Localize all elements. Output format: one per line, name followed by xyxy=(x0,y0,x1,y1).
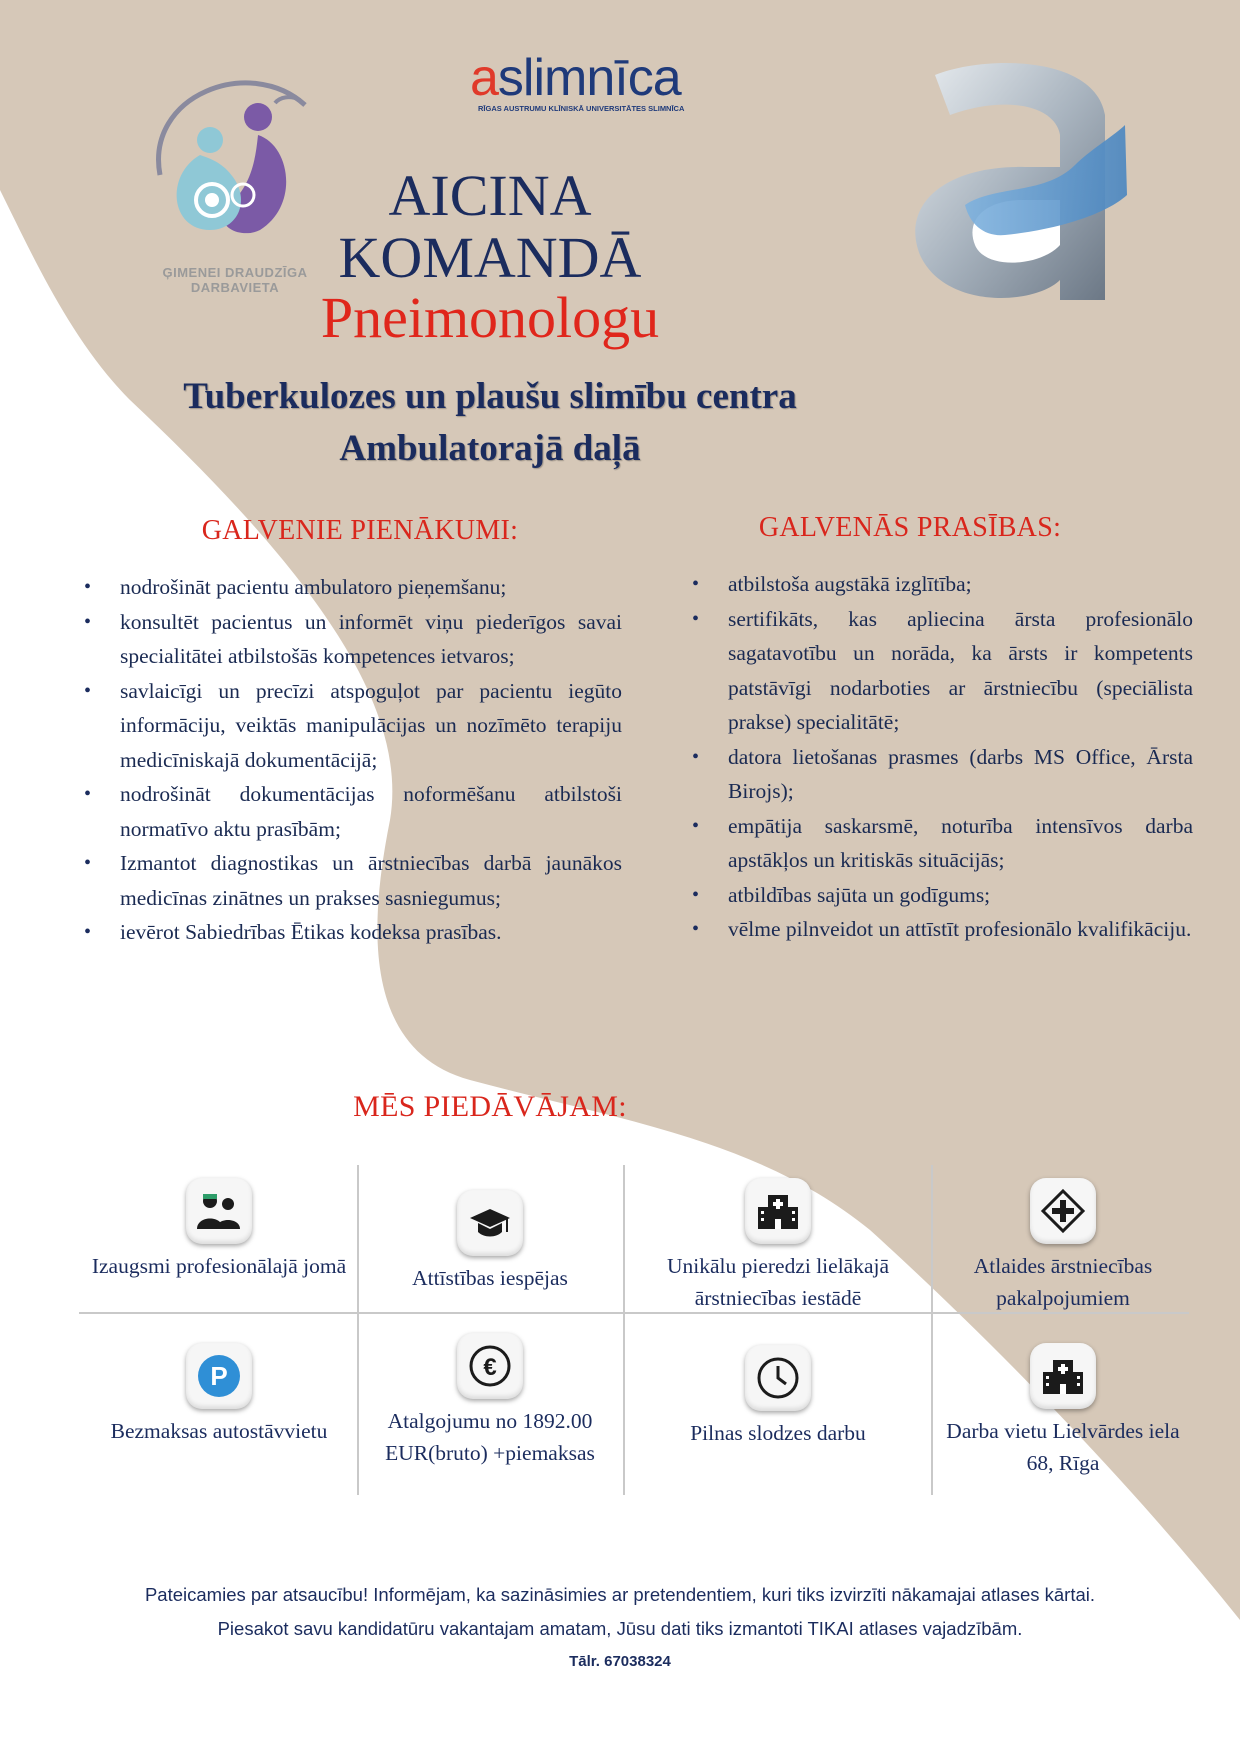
duties-heading: GALVENIE PIENĀKUMI: xyxy=(201,515,519,546)
offer-label: Pilnas slodzes darbu xyxy=(690,1421,866,1445)
offer-item-growth xyxy=(84,1178,354,1282)
offer-label: Bezmaksas autostāvvietu xyxy=(110,1419,328,1443)
graduation-cap-icon xyxy=(457,1190,523,1256)
offer-item-workplace xyxy=(934,1343,1192,1479)
position-title: Pneimonologu xyxy=(320,285,660,350)
duty-item: • ievērot Sabiedrības Ētikas kodeksa prasības. xyxy=(80,915,622,950)
offer-label: Atalgojumu no 1892.00 EUR(bruto) +piemaksas xyxy=(385,1409,595,1465)
duty-item: • savlaicīgi un precīzi atspoguļot par pacientu iegūto informāciju, veiktās manipulācijas un nozīmēto terapiju medicīniskajā dokumentācijā; xyxy=(80,674,622,778)
offer-item-salary xyxy=(357,1333,623,1469)
footer-thanks: Pateicamies par atsaucību! Informējam, ka sazināsimies ar pretendentiem, kuri tiks izvirzīti nākamajai atlases kārtai. xyxy=(144,1584,1096,1605)
hospital-building-icon xyxy=(1030,1343,1096,1409)
grid-divider xyxy=(931,1165,933,1495)
offer-item-experience xyxy=(639,1178,917,1314)
department-line-2: Ambulatorajā daļā xyxy=(339,428,641,469)
duty-item: • Izmantot diagnostikas un ārstniecības darbā jaunākos medicīnas zinātnes un prakses sasniegumus; xyxy=(80,846,622,915)
offer-item-development xyxy=(357,1190,623,1294)
euro-icon xyxy=(457,1333,523,1399)
requirement-item: • atbilstoša augstākā izglītība; xyxy=(688,567,1193,602)
department-line-1: Tuberkulozes un plaušu slimību centra xyxy=(183,376,797,417)
family-logo-caption: ĢIMENEI DRAUDZĪGA DARBAVIETA xyxy=(162,265,308,295)
hospital-logo-name: slimnīca xyxy=(497,49,681,107)
team-icon xyxy=(186,1178,252,1244)
svg-text:P: P xyxy=(210,1361,228,1391)
offer-label: Izaugsmi profesionālajā jomā xyxy=(91,1254,347,1278)
footer-phone: Tālr. 67038324 xyxy=(569,1653,671,1670)
duty-item: • konsultēt pacientus un informēt viņu piederīgos savai specialitātei atbilstošās kompetences ietvaros; xyxy=(80,605,622,674)
clock-icon xyxy=(745,1345,811,1411)
hospital-building-icon xyxy=(745,1178,811,1244)
offer-item-parking xyxy=(84,1343,354,1447)
parking-icon xyxy=(186,1343,252,1409)
requirements-list xyxy=(688,567,1193,947)
footer-privacy: Piesakot savu kandidatūru vakantajam amatam, Jūsu dati tiks izmantoti TIKAI atlases vajadzībām. xyxy=(217,1618,1023,1639)
requirement-item: • vēlme pilnveidot un attīstīt profesionālo kvalifikāciju. xyxy=(688,912,1193,947)
requirement-item: • empātija saskarsmē, noturība intensīvos darba apstākļos un kritiskās situācijās; xyxy=(688,809,1193,878)
offer-item-full-time xyxy=(639,1345,917,1449)
requirement-item: • atbildības sajūta un godīgums; xyxy=(688,878,1193,913)
hospital-logo xyxy=(470,49,710,113)
medical-cross-icon xyxy=(1030,1178,1096,1244)
grid-divider xyxy=(623,1165,625,1495)
offer-label: Darba vietu Lielvārdes iela 68, Rīga xyxy=(946,1419,1180,1475)
svg-text:€: € xyxy=(483,1354,497,1381)
offer-grid xyxy=(79,1165,1189,1495)
hospital-subtitle: RĪGAS AUSTRUMU KLĪNISKĀ UNIVERSITĀTES SLIMNĪCA xyxy=(478,104,685,113)
requirement-item: • sertifikāts, kas apliecina ārsta profesionālo sagatavotību un norāda, ka ārsts ir kompetents patstāvīgi nodarboties ar ārstniecību (speciālista prakse) specialitātē; xyxy=(688,602,1193,740)
offer-item-discounts xyxy=(934,1178,1192,1314)
requirements-heading: GALVENĀS PRASĪBAS: xyxy=(758,512,1062,543)
title-line-2: KOMANDĀ xyxy=(338,225,642,290)
duty-item: • nodrošināt pacientu ambulatoro pieņemšanu; xyxy=(80,570,622,605)
title-line-1: AICINA xyxy=(388,163,592,228)
offer-heading: MĒS PIEDĀVĀJAM: xyxy=(353,1090,627,1123)
hospital-logo-wordmark xyxy=(470,49,681,107)
requirement-item: • datora lietošanas prasmes (darbs MS Office, Ārsta Birojs); xyxy=(688,740,1193,809)
duties-list xyxy=(80,570,622,950)
duty-item: • nodrošināt dokumentācijas noformēšanu atbilstoši normatīvo aktu prasībām; xyxy=(80,777,622,846)
offer-label: Atlaides ārstniecības pakalpojumiem xyxy=(973,1254,1153,1310)
offer-label: Unikālu pieredzi lielākajā ārstniecības iestādē xyxy=(666,1254,890,1310)
hospital-logo-prefix: a xyxy=(470,49,498,107)
offer-label: Attīstības iespējas xyxy=(412,1266,568,1290)
